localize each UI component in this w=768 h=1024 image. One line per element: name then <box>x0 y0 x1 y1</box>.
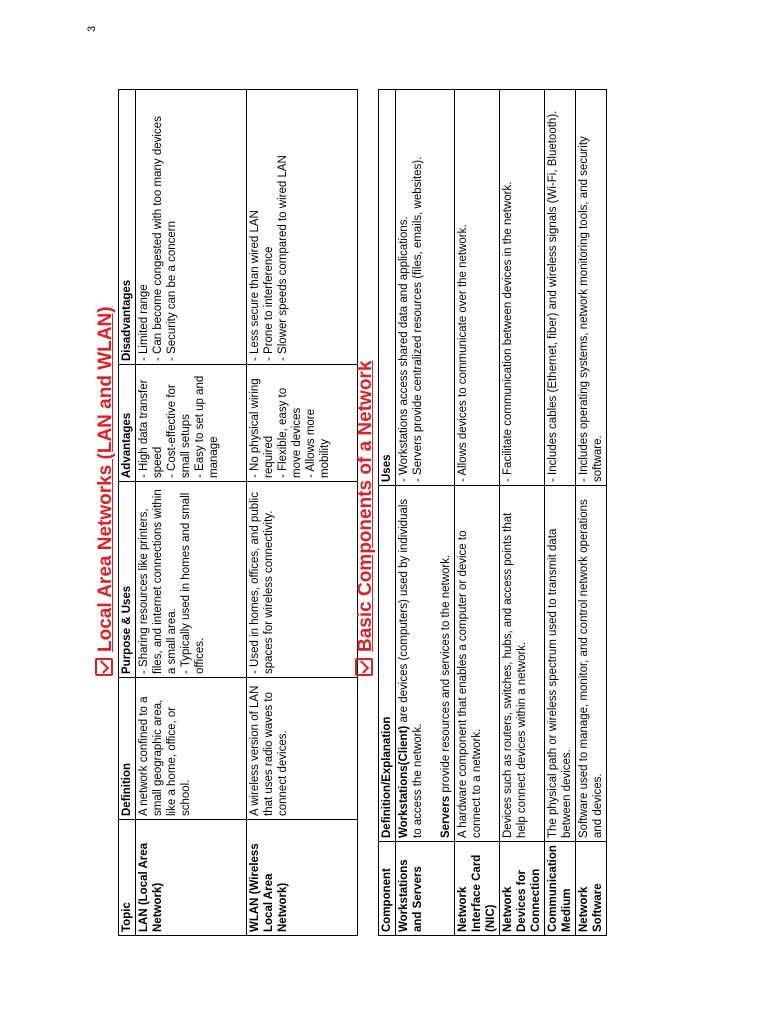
definition-cell: The physical path or wireless spectrum used to transmit data between devices. <box>545 486 576 842</box>
lan-table <box>118 89 358 936</box>
servers-text: provide resources and services to the network. <box>440 554 452 796</box>
components-table <box>378 89 607 936</box>
uses-cell <box>545 90 576 486</box>
definition-cell <box>396 486 455 842</box>
header-definition-explanation: Definition/Explanation <box>379 486 396 842</box>
uses-line: - Includes cables (Ethernet, fiber) and wireless signals (Wi-Fi, Bluetooth). <box>547 110 559 482</box>
component-cell: Network Interface Card (NIC) <box>455 842 500 936</box>
uses-cell <box>396 90 455 486</box>
page-number: 3 <box>86 25 98 32</box>
purpose-line: - Sharing resources like printers, files, and internet connections within a small area. <box>138 489 178 674</box>
definition-cell: Software used to manage, monitor, and control network operations and devices. <box>576 486 607 842</box>
table-row <box>576 90 607 936</box>
uses-line: - Facilitate communication between devices in the network. <box>502 181 514 482</box>
table-header-row <box>379 90 396 936</box>
component-cell: Network Devices for Connection <box>500 842 545 936</box>
servers-term: Servers <box>440 795 452 838</box>
purpose-cell <box>136 482 247 678</box>
header-purpose: Purpose & Uses <box>119 482 136 678</box>
disadvantage-line: - Slower speeds compared to wired LAN <box>277 155 289 361</box>
uses-cell <box>455 90 500 486</box>
advantages-cell <box>247 365 358 482</box>
header-disadvantages: Disadvantages <box>119 90 136 365</box>
advantage-line: - No physical wiring required <box>249 378 275 478</box>
advantage-line: - Allows more mobility <box>305 408 331 478</box>
advantage-line: - Cost-effective for small setups <box>166 384 192 478</box>
purpose-line: - Used in homes, offices, and public spaces for wireless connectivity. <box>249 492 275 674</box>
component-cell: Network Software <box>576 842 607 936</box>
header-advantages: Advantages <box>119 365 136 482</box>
workstations-term: Workstations(Client) <box>398 725 410 838</box>
definition-cell: Devices such as routers, switches, hubs, and access points that help connect devices within a network. <box>500 486 545 842</box>
topic-cell: LAN (Local Area Network) <box>136 820 247 936</box>
advantages-cell <box>136 365 247 482</box>
component-cell: Communication Medium <box>545 842 576 936</box>
definition-cell: A wireless version of LAN that uses radio waves to connect devices. <box>247 678 358 820</box>
advantage-line: - Easy to set up and manage <box>194 375 220 478</box>
disadvantage-line: - Prone to interference <box>263 246 275 361</box>
disadvantage-line: - Can become congested with too many devices <box>152 116 164 361</box>
disadvantage-line: - Security can be a concern <box>166 221 178 361</box>
uses-line: - Allows devices to communicate over the network. <box>457 224 469 482</box>
header-uses: Uses <box>379 90 396 486</box>
uses-cell <box>500 90 545 486</box>
table-row <box>500 90 545 936</box>
advantage-line: - High data transfer speed <box>138 379 164 478</box>
checkbox-check-icon <box>95 658 113 676</box>
table-row <box>247 90 358 936</box>
uses-line: - Workstations access shared data and applications. <box>398 216 410 482</box>
header-definition: Definition <box>119 678 136 820</box>
workstations-text: are devices (computers) used by individuals to access the network. <box>398 498 424 838</box>
lan-section-heading <box>95 306 117 676</box>
definition-cell: A hardware component that enables a computer or device to connect to a network. <box>455 486 500 842</box>
header-topic: Topic <box>119 820 136 936</box>
purpose-cell <box>247 482 358 678</box>
disadvantages-cell <box>136 90 247 365</box>
disadvantages-cell <box>247 90 358 365</box>
table-row <box>455 90 500 936</box>
table-row <box>396 90 455 936</box>
uses-line: - Includes operating systems, network monitoring tools, and security software. <box>578 136 604 482</box>
components-section-heading <box>355 361 377 676</box>
table-row <box>545 90 576 936</box>
header-component: Component <box>379 842 396 936</box>
disadvantage-line: - Less secure than wired LAN <box>249 210 261 361</box>
components-heading-text: Basic Components of a Network <box>355 360 376 652</box>
lan-heading-text: Local Area Networks (LAN and WLAN) <box>95 306 116 652</box>
checkbox-check-icon <box>355 658 373 676</box>
disadvantage-line: - Limited range <box>138 284 150 361</box>
component-cell: Workstations and Servers <box>396 842 455 936</box>
topic-cell: WLAN (Wireless Local Area Network) <box>247 820 358 936</box>
uses-line: - Servers provide centralized resources (files, emails, websites). <box>412 156 424 482</box>
table-row <box>136 90 247 936</box>
definition-cell: A network confined to a small geographic area, like a home, office, or school. <box>136 678 247 820</box>
table-header-row <box>119 90 136 936</box>
uses-cell <box>576 90 607 486</box>
advantage-line: - Flexible, easy to move devices <box>277 387 303 478</box>
purpose-line: - Typically used in homes and small offices. <box>180 492 206 674</box>
